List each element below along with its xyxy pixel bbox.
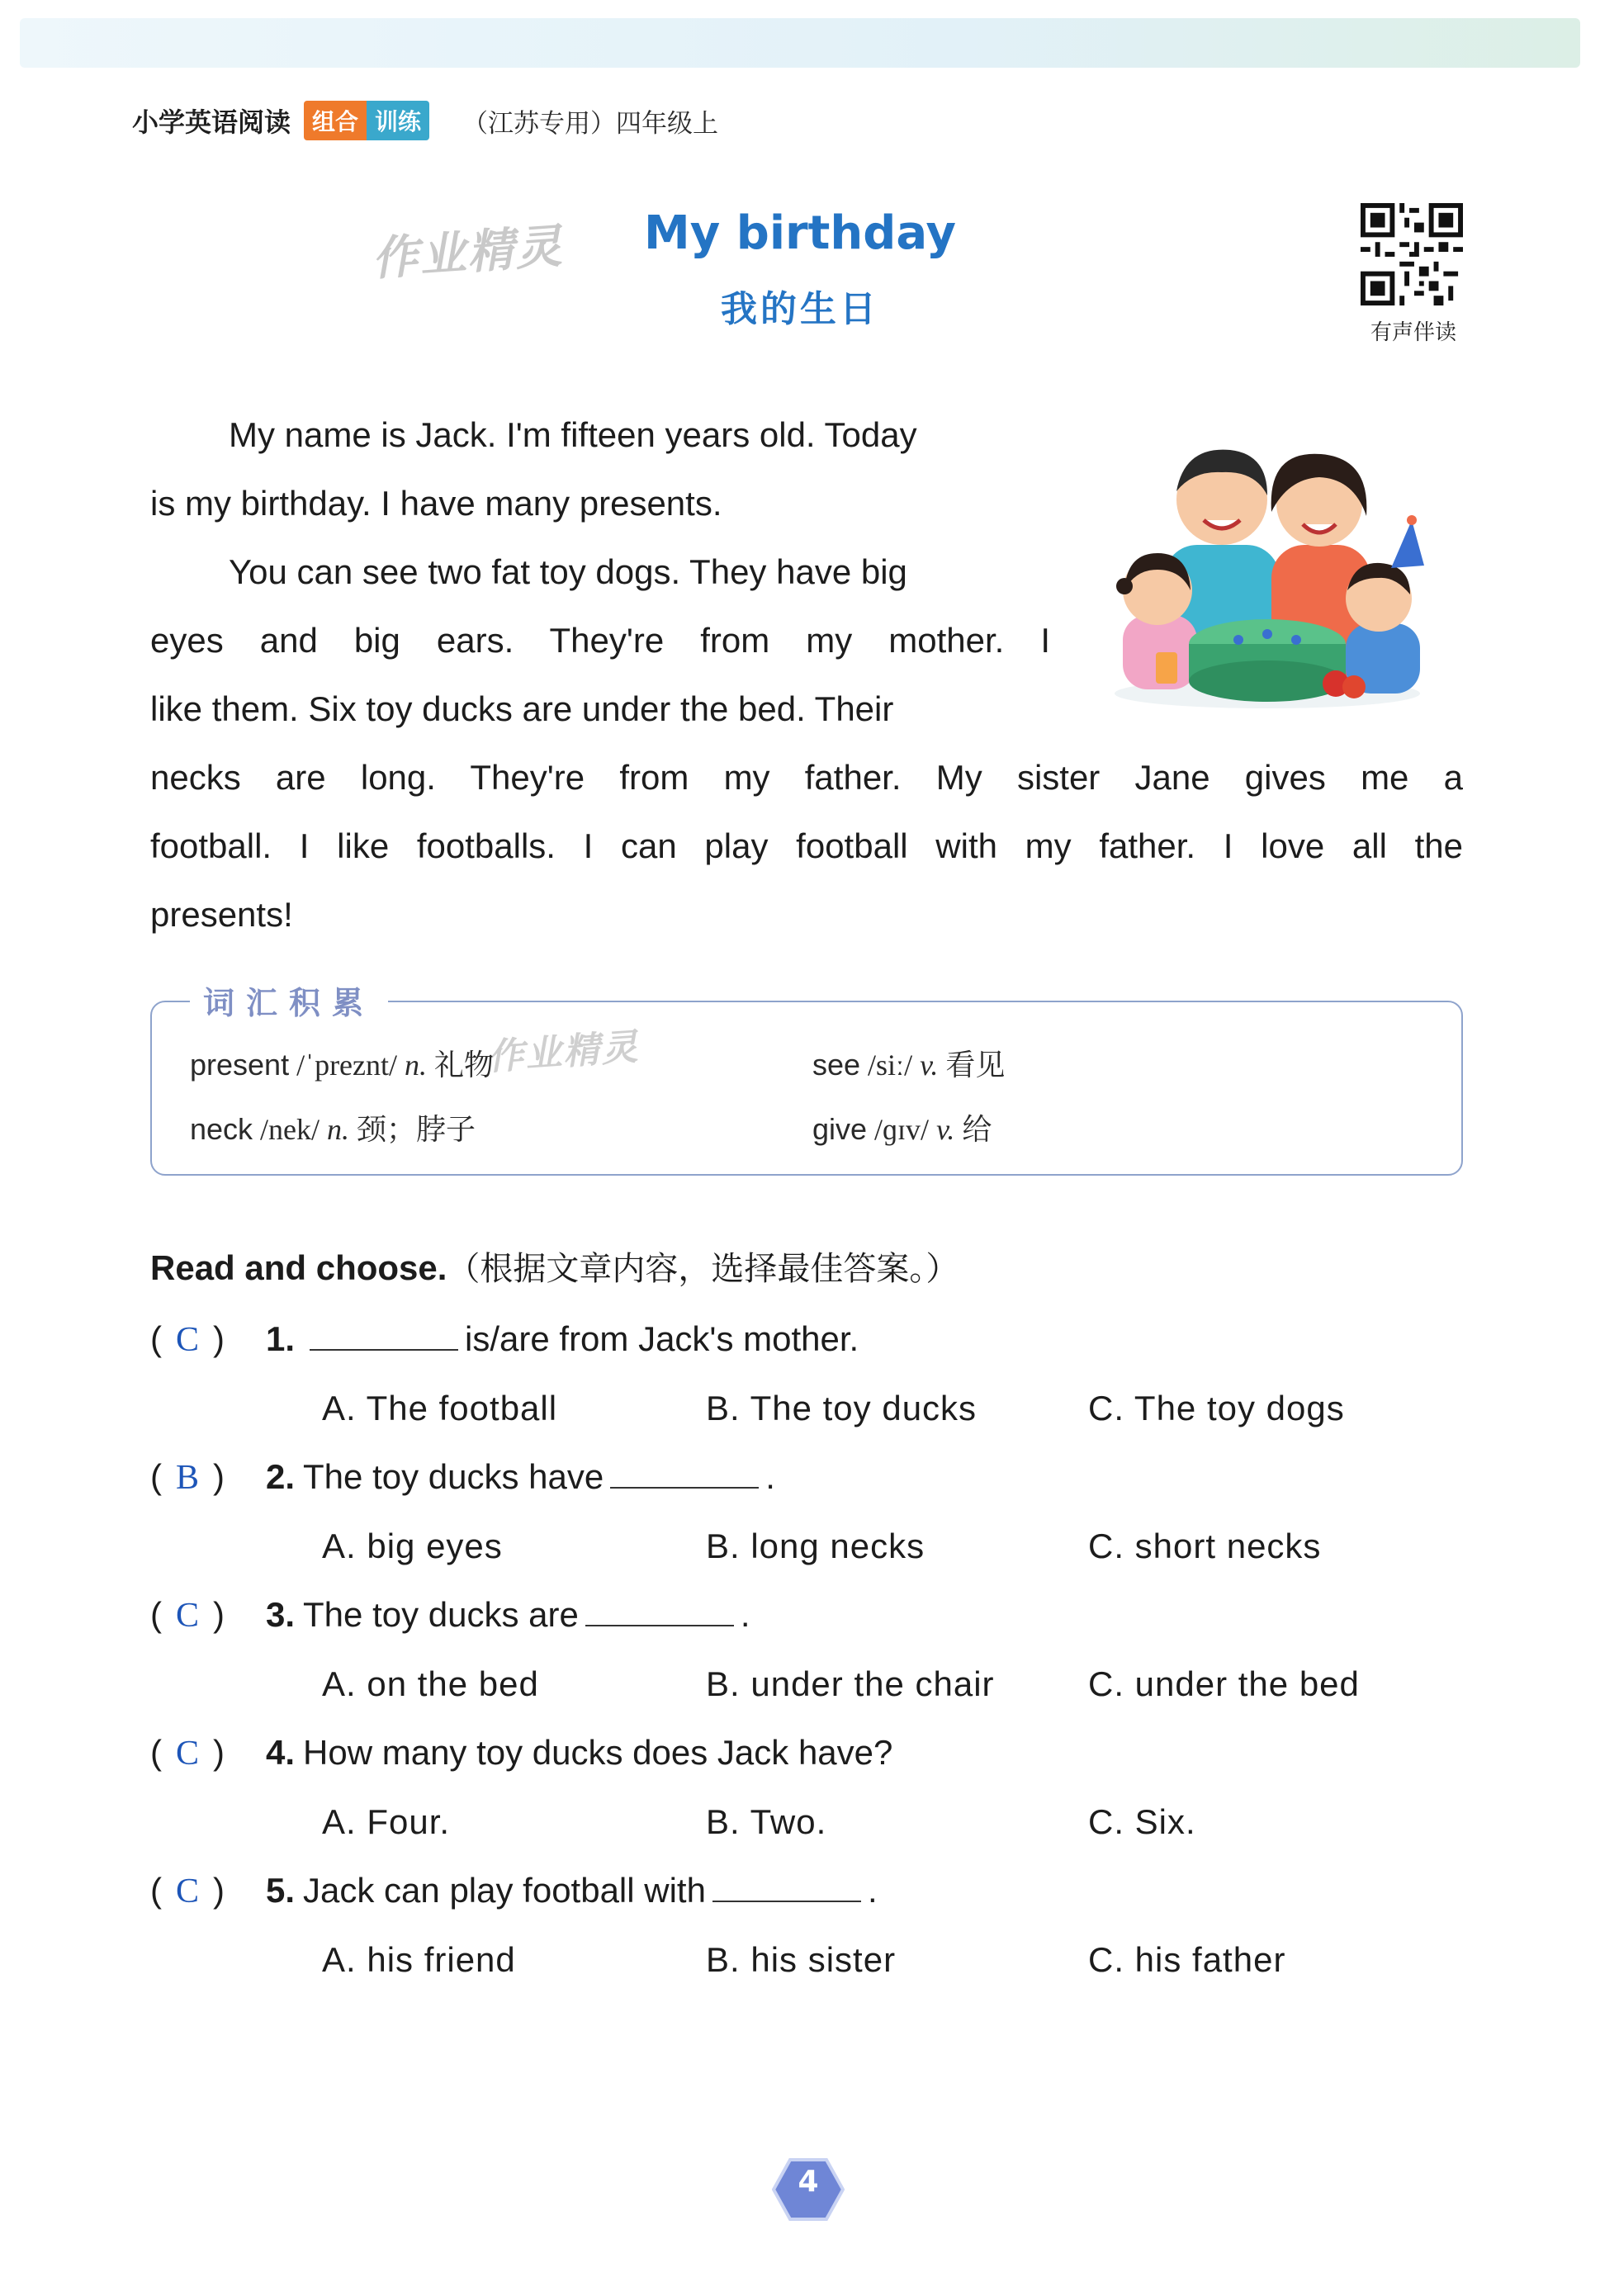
qr-audio-label: 有声伴读 xyxy=(1370,320,1456,345)
question-number: 2. xyxy=(266,1457,296,1496)
vocab-phonetic: /ɡɪv/ xyxy=(874,1113,930,1146)
exercise-heading xyxy=(150,1243,959,1290)
page-subtitle: 我的生日 xyxy=(721,288,879,330)
vocab-pos: n. xyxy=(405,1049,428,1082)
answer-blank[interactable] xyxy=(712,1874,861,1902)
answer-bracket: ( C ) xyxy=(150,1595,225,1635)
passage-line: football. I like footballs. I can play football with my father. I love all the xyxy=(150,826,1463,865)
qr-code-icon[interactable] xyxy=(1361,203,1463,305)
option-a[interactable]: A. his friend xyxy=(322,1940,516,1979)
watermark: 作业精灵 xyxy=(485,1025,641,1079)
question-number: 5. xyxy=(266,1871,296,1910)
exercise-heading-zh: （根据文章内容，选择最佳答案。） xyxy=(447,1250,959,1288)
question-text: The toy ducks are xyxy=(303,1595,579,1634)
answer-bracket: ( C ) xyxy=(150,1733,225,1773)
question-text-end: . xyxy=(765,1457,775,1496)
answer-blank[interactable] xyxy=(610,1460,759,1489)
vocab-word: give xyxy=(812,1112,868,1146)
option-b[interactable]: B. Two. xyxy=(706,1802,827,1841)
option-c[interactable]: C. his father xyxy=(1088,1940,1286,1979)
question-text: is/are from Jack's mother. xyxy=(465,1319,859,1358)
vocab-word: neck xyxy=(190,1112,253,1146)
vocab-meaning: 看见 xyxy=(945,1049,1006,1082)
passage-line: necks are long. They're from my father. My sister Jane gives me a xyxy=(150,758,1463,797)
vocabulary-box xyxy=(150,985,1463,1176)
answer-mark: C xyxy=(175,1872,199,1910)
question-1 xyxy=(150,1319,859,1360)
question-text: The toy ducks have xyxy=(303,1457,604,1496)
answer-blank[interactable] xyxy=(585,1598,734,1626)
passage-line: eyes and big ears. They're from my mother. I xyxy=(150,621,1050,660)
vocab-pos: v. xyxy=(920,1049,939,1082)
option-b[interactable]: B. long necks xyxy=(706,1527,925,1565)
vocab-phonetic: /siː/ xyxy=(868,1049,913,1082)
vocab-meaning: 给 xyxy=(962,1113,992,1146)
vocab-meaning: 颈；脖子 xyxy=(357,1113,476,1146)
question-number: 4. xyxy=(266,1733,296,1772)
option-c[interactable]: C. The toy dogs xyxy=(1088,1389,1345,1427)
vocab-phonetic: /ˈpreznt/ xyxy=(296,1049,398,1082)
option-c[interactable]: C. Six. xyxy=(1088,1802,1196,1841)
series-tag xyxy=(304,101,429,140)
vocab-pos: n. xyxy=(327,1113,350,1146)
vocab-entry xyxy=(812,1106,992,1148)
option-b[interactable]: B. his sister xyxy=(706,1940,897,1979)
vocab-pos: v. xyxy=(936,1113,955,1146)
vocab-entry xyxy=(190,1042,494,1084)
answer-bracket: ( B ) xyxy=(150,1457,225,1497)
edition-label: （江苏专用）四年级上 xyxy=(462,108,719,139)
answer-bracket: ( C ) xyxy=(150,1319,225,1359)
question-5 xyxy=(150,1871,878,1911)
vocab-phonetic: /nek/ xyxy=(260,1113,320,1146)
option-c[interactable]: C. under the bed xyxy=(1088,1664,1360,1703)
vocab-meaning: 礼物 xyxy=(434,1049,495,1082)
option-b[interactable]: B. under the chair xyxy=(706,1664,995,1703)
question-text-end: . xyxy=(867,1871,878,1910)
option-a[interactable]: A. The football xyxy=(322,1389,558,1427)
answer-mark: C xyxy=(175,1597,199,1635)
question-3 xyxy=(150,1595,750,1636)
question-text: How many toy ducks does Jack have? xyxy=(303,1733,893,1772)
vocabulary-title: 词汇积累 xyxy=(190,978,388,1023)
option-a[interactable]: A. Four. xyxy=(322,1802,451,1841)
series-tag-part1: 组合 xyxy=(304,101,367,140)
passage-line: You can see two fat toy dogs. They have big xyxy=(229,552,907,591)
question-2 xyxy=(150,1457,775,1498)
passage-line: presents! xyxy=(150,895,293,934)
series-tag-part2: 训练 xyxy=(367,101,429,140)
question-number: 3. xyxy=(266,1595,296,1634)
question-4 xyxy=(150,1733,892,1773)
passage-line: like them. Six toy ducks are under the bed. Their xyxy=(150,689,894,728)
vocab-word: present xyxy=(190,1048,290,1082)
passage-line: My name is Jack. I'm fifteen years old. Today xyxy=(229,415,917,454)
question-number: 1. xyxy=(266,1319,296,1358)
vocab-entry xyxy=(190,1106,476,1148)
option-c[interactable]: C. short necks xyxy=(1088,1527,1322,1565)
answer-mark: C xyxy=(175,1321,199,1359)
page-number: 4 xyxy=(798,2165,819,2199)
family-birthday-illustration xyxy=(1106,421,1428,714)
passage-line: is my birthday. I have many presents. xyxy=(150,484,722,523)
option-a[interactable]: A. on the bed xyxy=(322,1664,539,1703)
answer-mark: C xyxy=(175,1735,199,1773)
header-band xyxy=(20,18,1580,68)
watermark: 作业精灵 xyxy=(370,218,566,287)
vocab-entry xyxy=(812,1042,1005,1084)
page-header xyxy=(132,97,718,144)
series-title: 小学英语阅读 xyxy=(132,107,291,138)
option-a[interactable]: A. big eyes xyxy=(322,1527,503,1565)
exercise-heading-en: Read and choose. xyxy=(150,1248,447,1287)
page-title: My birthday xyxy=(644,206,956,260)
option-b[interactable]: B. The toy ducks xyxy=(706,1389,978,1427)
question-text: Jack can play football with xyxy=(303,1871,706,1910)
answer-blank[interactable] xyxy=(310,1323,458,1351)
answer-bracket: ( C ) xyxy=(150,1871,225,1910)
question-text-end: . xyxy=(740,1595,750,1634)
answer-mark: B xyxy=(175,1459,199,1497)
vocab-word: see xyxy=(812,1048,861,1082)
